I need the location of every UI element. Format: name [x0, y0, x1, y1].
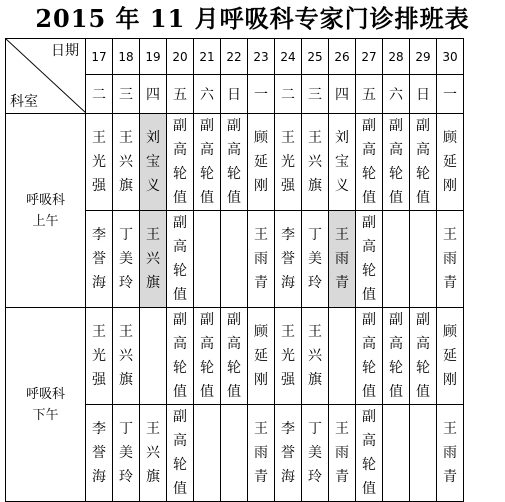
- doctor-name: 李誉海: [92, 421, 106, 485]
- doctor-name: 王兴旗: [308, 130, 322, 194]
- doctor-cell: [86, 308, 113, 405]
- weekday: 六: [383, 75, 410, 114]
- doctor-name: 副高轮值: [173, 409, 187, 497]
- doctor-cell: [248, 114, 275, 211]
- doctor-cell: [167, 308, 194, 405]
- weekday: 三: [113, 75, 140, 114]
- weekday: 一: [437, 75, 464, 114]
- schedule-table: [5, 38, 464, 502]
- day-number: 24: [275, 39, 302, 75]
- doctor-name: 副高轮值: [362, 312, 376, 400]
- doctor-name: 王兴旗: [308, 324, 322, 388]
- day-number: 19: [140, 39, 167, 75]
- doctor-cell: [113, 308, 140, 405]
- doctor-cell: [410, 114, 437, 211]
- doctor-cell: [140, 405, 167, 502]
- doctor-cell: [437, 308, 464, 405]
- doctor-cell: [275, 114, 302, 211]
- doctor-cell: [383, 114, 410, 211]
- day-number: 30: [437, 39, 464, 75]
- weekday: 四: [140, 75, 167, 114]
- doctor-cell: [329, 308, 356, 405]
- doctor-cell: [410, 308, 437, 405]
- dept-session-cell: [6, 308, 86, 502]
- doctor-name: 刘宝义: [146, 130, 160, 194]
- doctor-name: 副高轮值: [227, 118, 241, 206]
- day-number: 25: [302, 39, 329, 75]
- weekday: 四: [329, 75, 356, 114]
- doctor-name: 王兴旗: [146, 227, 160, 291]
- header-corner: [6, 39, 86, 114]
- doctor-name: 王光强: [92, 130, 106, 194]
- date-label: 日期: [51, 43, 79, 59]
- doctor-cell: [356, 308, 383, 405]
- table-row: [6, 308, 464, 405]
- day-number: 28: [383, 39, 410, 75]
- doctor-cell: [329, 211, 356, 308]
- doctor-cell: [86, 211, 113, 308]
- doctor-cell: [167, 211, 194, 308]
- doctor-cell: [248, 211, 275, 308]
- doctor-cell: [221, 211, 248, 308]
- doctor-cell: [383, 308, 410, 405]
- doctor-name: 副高轮值: [227, 312, 241, 400]
- doctor-name: 王光强: [281, 324, 295, 388]
- day-number: 23: [248, 39, 275, 75]
- doctor-name: 丁美玲: [308, 421, 322, 485]
- doctor-name: 副高轮值: [362, 409, 376, 497]
- doctor-name: 王雨青: [254, 421, 268, 485]
- doctor-name: 王雨青: [254, 227, 268, 291]
- doctor-cell: [275, 405, 302, 502]
- doctor-cell: [437, 211, 464, 308]
- weekday: 二: [275, 75, 302, 114]
- dept-session-line: 下午: [32, 407, 59, 423]
- doctor-cell: [248, 308, 275, 405]
- doctor-cell: [383, 211, 410, 308]
- doctor-name: 副高轮值: [416, 118, 430, 206]
- doctor-cell: [221, 405, 248, 502]
- doctor-cell: [275, 308, 302, 405]
- doctor-name: 丁美玲: [308, 227, 322, 291]
- doctor-cell: [356, 405, 383, 502]
- doctor-name: 顾延刚: [254, 130, 268, 194]
- doctor-name: 丁美玲: [119, 227, 133, 291]
- doctor-cell: [302, 114, 329, 211]
- doctor-name: 刘宝义: [335, 130, 349, 194]
- doctor-name: 王兴旗: [119, 130, 133, 194]
- doctor-cell: [302, 308, 329, 405]
- doctor-cell: [86, 405, 113, 502]
- doctor-cell: [248, 405, 275, 502]
- day-number: 22: [221, 39, 248, 75]
- doctor-cell: [383, 405, 410, 502]
- weekday: 三: [302, 75, 329, 114]
- doctor-name: 顾延刚: [254, 324, 268, 388]
- weekday: 日: [410, 75, 437, 114]
- doctor-cell: [410, 405, 437, 502]
- doctor-name: 副高轮值: [173, 312, 187, 400]
- doctor-cell: [302, 211, 329, 308]
- doctor-cell: [356, 114, 383, 211]
- weekday: 五: [167, 75, 194, 114]
- doctor-name: 王光强: [281, 130, 295, 194]
- dept-label: 科室: [10, 94, 38, 110]
- day-number: 18: [113, 39, 140, 75]
- doctor-cell: [221, 114, 248, 211]
- doctor-name: 副高轮值: [362, 118, 376, 206]
- doctor-cell: [167, 405, 194, 502]
- doctor-name: 王兴旗: [119, 324, 133, 388]
- doctor-cell: [329, 405, 356, 502]
- doctor-cell: [221, 308, 248, 405]
- weekday: 五: [356, 75, 383, 114]
- doctor-cell: [437, 405, 464, 502]
- doctor-cell: [140, 114, 167, 211]
- doctor-cell: [302, 405, 329, 502]
- doctor-name: 李誉海: [281, 227, 295, 291]
- day-number: 17: [86, 39, 113, 75]
- doctor-name: 副高轮值: [173, 118, 187, 206]
- doctor-name: 副高轮值: [389, 118, 403, 206]
- doctor-name: 顾延刚: [443, 324, 457, 388]
- dept-session-cell: [6, 114, 86, 308]
- doctor-name: 李誉海: [281, 421, 295, 485]
- day-number: 20: [167, 39, 194, 75]
- weekday: 日: [221, 75, 248, 114]
- doctor-name: 王雨青: [443, 421, 457, 485]
- doctor-name: 王兴旗: [146, 421, 160, 485]
- day-number: 26: [329, 39, 356, 75]
- weekday: 六: [194, 75, 221, 114]
- doctor-cell: [194, 211, 221, 308]
- doctor-cell: [86, 114, 113, 211]
- doctor-name: 王雨青: [335, 421, 349, 485]
- doctor-cell: [140, 211, 167, 308]
- doctor-name: 副高轮值: [200, 118, 214, 206]
- doctor-name: 丁美玲: [119, 421, 133, 485]
- doctor-name: 李誉海: [92, 227, 106, 291]
- doctor-name: 王雨青: [443, 227, 457, 291]
- dept-session-line: 呼吸科: [25, 386, 65, 402]
- doctor-cell: [194, 405, 221, 502]
- doctor-cell: [113, 211, 140, 308]
- doctor-cell: [410, 211, 437, 308]
- doctor-cell: [167, 114, 194, 211]
- doctor-cell: [194, 308, 221, 405]
- table-row: [6, 114, 464, 211]
- doctor-name: 副高轮值: [362, 215, 376, 303]
- dept-session-line: 上午: [32, 213, 59, 229]
- doctor-cell: [275, 211, 302, 308]
- doctor-name: 副高轮值: [389, 312, 403, 400]
- doctor-name: 王光强: [92, 324, 106, 388]
- page-title: 2015 年 11 月呼吸科专家门诊排班表: [35, 4, 470, 33]
- doctor-name: 副高轮值: [200, 312, 214, 400]
- doctor-cell: [113, 114, 140, 211]
- doctor-name: 副高轮值: [173, 215, 187, 303]
- weekday: 一: [248, 75, 275, 114]
- day-number: 21: [194, 39, 221, 75]
- doctor-name: 顾延刚: [443, 130, 457, 194]
- doctor-cell: [356, 211, 383, 308]
- doctor-cell: [437, 114, 464, 211]
- day-number: 29: [410, 39, 437, 75]
- dept-session-line: 呼吸科: [25, 192, 65, 208]
- doctor-cell: [113, 405, 140, 502]
- doctor-name: 王雨青: [335, 227, 349, 291]
- doctor-cell: [329, 114, 356, 211]
- weekday: 二: [86, 75, 113, 114]
- doctor-cell: [194, 114, 221, 211]
- schedule-table-wrapper: [5, 38, 464, 502]
- doctor-name: 副高轮值: [416, 312, 430, 400]
- doctor-cell: [140, 308, 167, 405]
- day-number: 27: [356, 39, 383, 75]
